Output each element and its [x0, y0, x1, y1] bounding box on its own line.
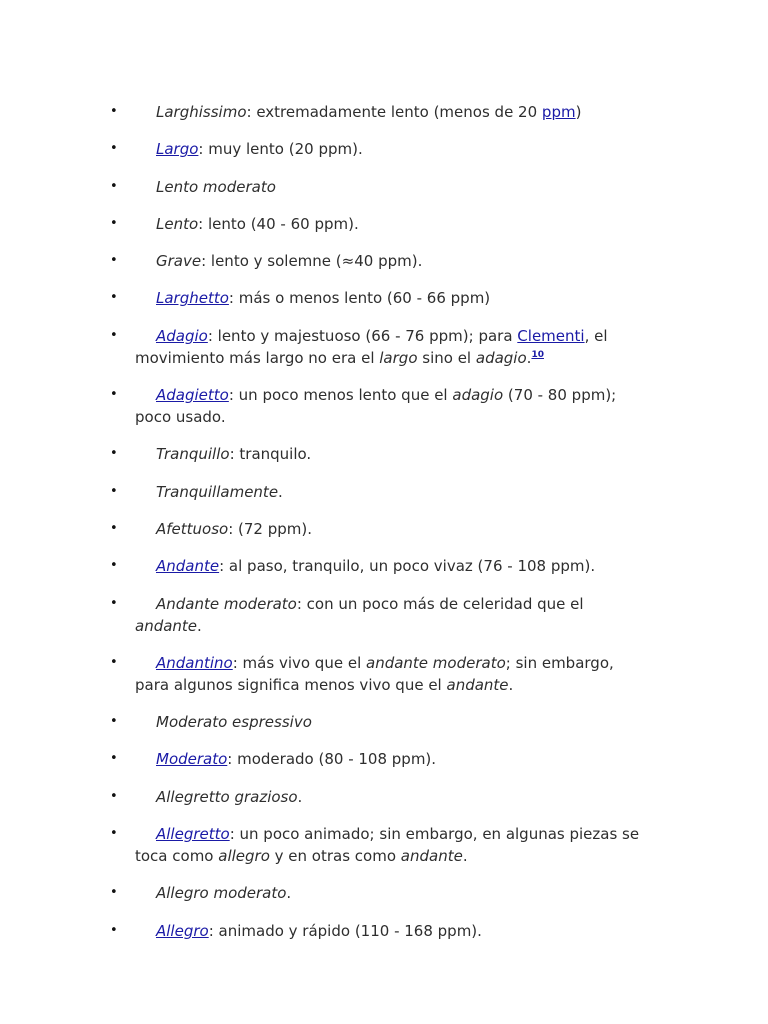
list-item: [0, 555, 768, 577]
list-item: [0, 748, 768, 770]
description: : lento y solemne (≈40 ppm).: [201, 252, 423, 271]
description-cont: , el movimiento más largo no era el: [135, 326, 608, 367]
emphasis: adagio: [475, 348, 527, 367]
list-item: [0, 711, 768, 733]
term: Tranquillo: [156, 445, 230, 464]
description-end: (70 - 80 ppm); poco usado.: [135, 386, 617, 427]
term: Andante moderato: [156, 594, 297, 613]
description-end: .: [508, 675, 514, 694]
description-end: .: [462, 847, 468, 866]
description: : más o menos lento (60 - 66 ppm): [228, 289, 491, 308]
bullet: •: [110, 104, 118, 119]
description: : animado y rápido (110 - 168 ppm).: [208, 921, 482, 940]
emphasis: andante: [135, 616, 198, 635]
emphasis: andante: [400, 847, 463, 866]
description: : al paso, tranquilo, un poco vivaz (76 - 108 ppm).: [219, 557, 596, 576]
list-item: [0, 593, 768, 637]
bullet: •: [110, 215, 118, 231]
bullet: •: [110, 558, 118, 574]
term: Larghissimo: [156, 103, 247, 121]
term: Moderato espressivo: [156, 713, 312, 732]
emphasis: andante: [446, 675, 509, 694]
bullet: •: [110, 387, 118, 403]
description: : lento y majestuoso (66 - 76 ppm); para: [207, 326, 518, 345]
term: Allegretto grazioso: [156, 787, 298, 806]
description: : muy lento (20 ppm).: [198, 140, 363, 159]
description: : un poco animado; sin embargo, en algunas piezas se toca como: [135, 825, 640, 866]
list-item: [0, 443, 768, 465]
bullet: •: [110, 751, 118, 767]
link-ppm[interactable]: ppm: [541, 103, 576, 121]
list-item: [0, 138, 768, 160]
description: : moderado (80 - 108 ppm).: [227, 750, 437, 769]
list-item: [0, 882, 768, 904]
bullet: •: [110, 290, 118, 306]
emphasis: allegro: [218, 847, 270, 866]
list-item: [0, 823, 768, 867]
term: Allegro moderato: [156, 884, 287, 903]
description-cont: ; sin embargo, para algunos significa menos vivo que el: [135, 653, 614, 694]
description: .: [286, 884, 292, 903]
bullet: •: [110, 520, 118, 536]
description-cont: y en otras como: [269, 847, 401, 866]
list-item: [0, 250, 768, 272]
emphasis: adagio: [452, 386, 504, 405]
term-link-largo[interactable]: Largo: [156, 140, 199, 159]
description-end: ): [575, 103, 582, 121]
term-link-moderato[interactable]: Moderato: [156, 750, 228, 769]
bullet: •: [110, 654, 118, 670]
description: .: [297, 787, 303, 806]
list-item: [0, 287, 768, 309]
term: Lento: [156, 214, 199, 233]
term-link-larghetto[interactable]: Larghetto: [156, 289, 229, 308]
term-link-adagietto[interactable]: Adagietto: [156, 386, 229, 405]
term: Grave: [156, 252, 202, 271]
bullet: •: [110, 446, 118, 462]
emphasis: andante moderato: [366, 653, 506, 672]
bullet: •: [110, 327, 118, 343]
list-item: [0, 213, 768, 235]
term-link-andante[interactable]: Andante: [156, 557, 220, 576]
term: Lento moderato: [156, 177, 276, 196]
list-item: [0, 101, 768, 123]
term-link-allegretto[interactable]: Allegretto: [156, 825, 230, 844]
bullet: •: [110, 885, 118, 901]
bullet: •: [110, 922, 118, 938]
description-end: .: [526, 348, 532, 367]
reference-link[interactable]: 10: [531, 349, 544, 360]
description: : con un poco más de celeridad que el: [296, 594, 584, 613]
list-item: [0, 920, 768, 942]
description: : extremadamente lento (menos de 20: [246, 103, 542, 121]
list-item: [0, 481, 768, 503]
list-item: [0, 176, 768, 198]
term-link-adagio[interactable]: Adagio: [156, 326, 208, 345]
bullet: •: [110, 826, 118, 842]
bullet: •: [110, 483, 118, 499]
bullet: •: [110, 788, 118, 804]
description: : lento (40 - 60 ppm).: [198, 214, 359, 233]
description-end: .: [197, 616, 202, 635]
list-item: [0, 786, 768, 808]
term: Tranquillamente: [156, 482, 279, 501]
list-item: [0, 652, 768, 696]
list-item: [0, 384, 768, 428]
emphasis: largo: [379, 348, 418, 367]
term: Afettuoso: [156, 519, 229, 538]
list-item: [0, 325, 768, 369]
description: : más vivo que el: [232, 653, 366, 672]
bullet: •: [110, 141, 118, 157]
bullet: •: [110, 714, 118, 730]
bullet: •: [110, 178, 118, 194]
description: : tranquilo.: [229, 445, 312, 464]
link-clementi[interactable]: Clementi: [517, 326, 585, 345]
description-cont: sino el: [417, 348, 476, 367]
bullet: •: [110, 595, 118, 611]
description: : un poco menos lento que el: [228, 386, 453, 405]
list-item: [0, 518, 768, 540]
tempo-list: [0, 101, 768, 957]
term-link-andantino[interactable]: Andantino: [156, 653, 233, 672]
term-link-allegro[interactable]: Allegro: [156, 921, 209, 940]
description: .: [278, 482, 283, 501]
description: : (72 ppm).: [228, 519, 313, 538]
bullet: •: [110, 253, 118, 269]
